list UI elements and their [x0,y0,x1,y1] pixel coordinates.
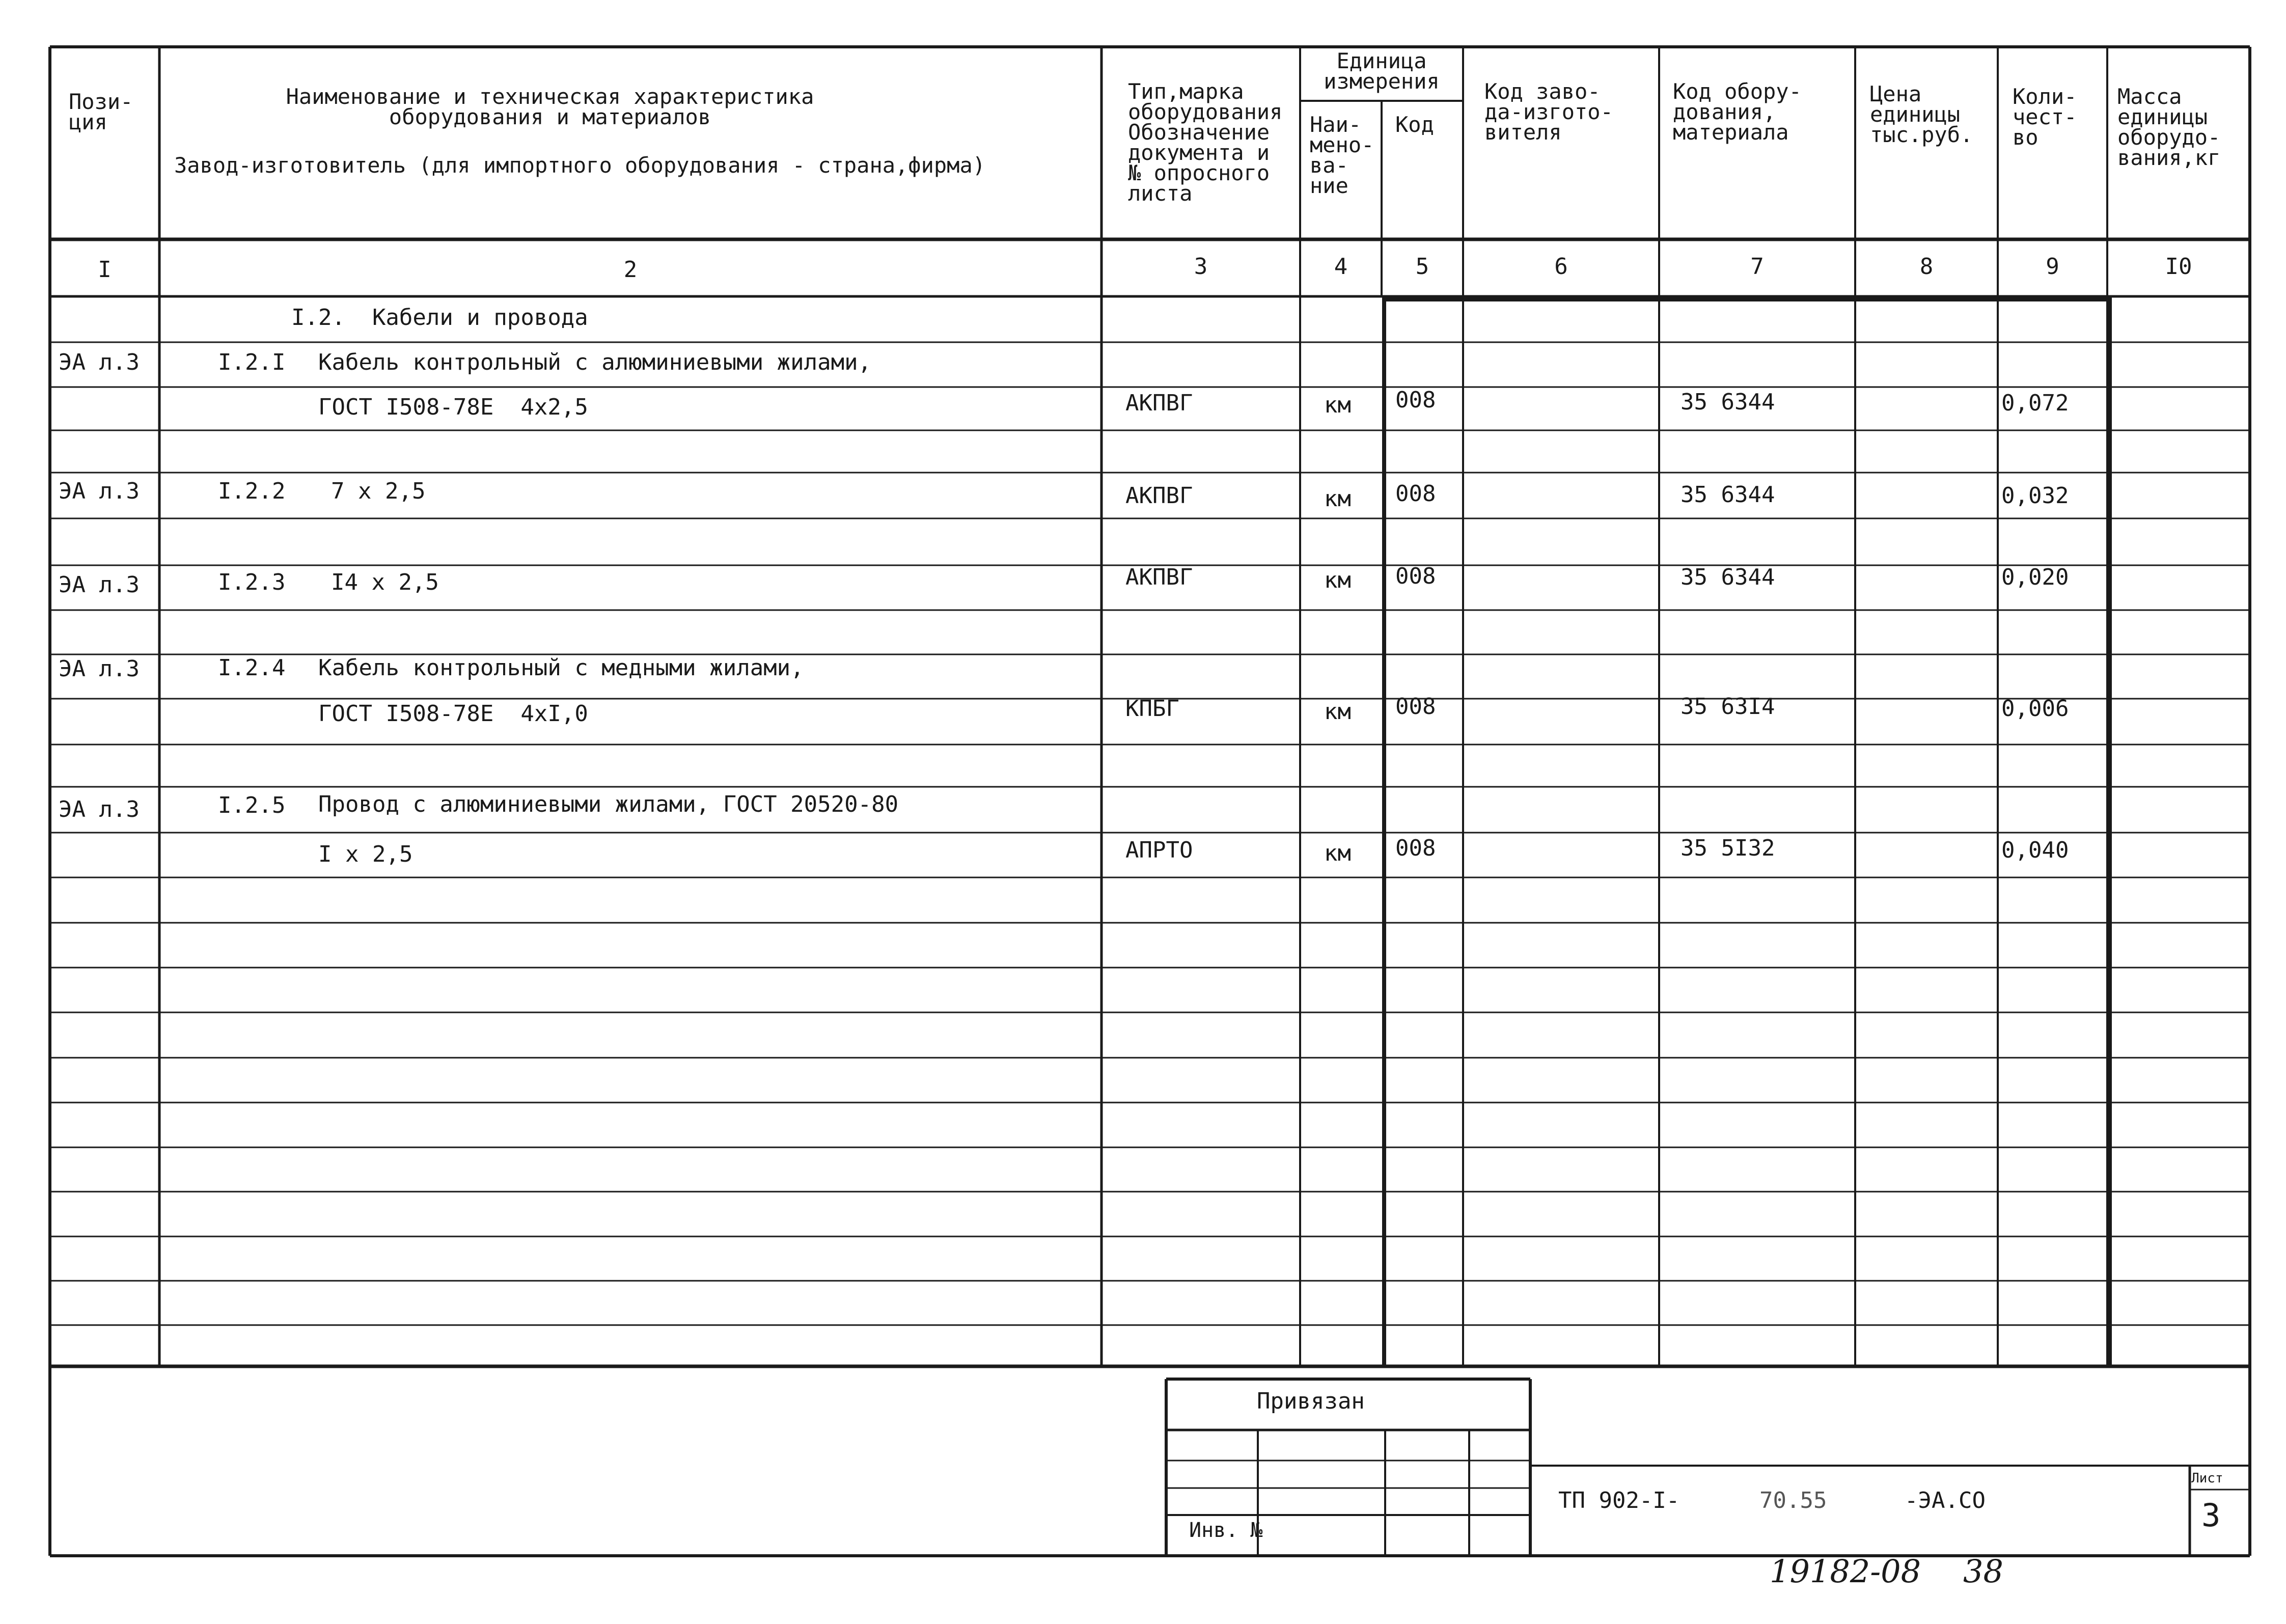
header-type: Тип,марка оборудования Обозначение документа и № опросного листа [1128,79,1283,206]
header-mass: Масса единицы оборудо- вания,кг [2117,84,2221,170]
header-unit-name: Наи- мено- ва- ние [1310,112,1374,198]
header-material-code: Код обору- дования, материала [1673,79,1802,145]
header-position: Пози- ция [69,89,133,134]
row-position: ЭА л.3 [59,349,140,375]
row-quantity: 0,006 [2001,696,2069,722]
row-code: 008 [1395,835,1436,861]
header-unit-code: Код [1395,112,1434,137]
row-number: I.2.3 [218,569,286,595]
handwritten-page: 38 [1963,1553,2003,1590]
row-name-continued: I х 2,5 [318,841,413,867]
handwritten-number: 19182-08 [1770,1553,1921,1590]
row-name: 7 х 2,5 [331,478,426,504]
sheet-label: Лист [2191,1471,2223,1486]
row-unit: км [1324,392,1351,418]
row-number: I.2.I [218,349,286,375]
row-material-code: 35 6344 [1681,482,1775,508]
colnum-3: 3 [1194,254,1208,280]
row-type: АПРТО [1125,837,1193,863]
row-type: КПБГ [1125,696,1179,722]
row-number: I.2.4 [218,655,286,681]
colnum-7: 7 [1750,254,1764,280]
row-position: ЭА л.3 [59,572,140,598]
row-quantity: 0,040 [2001,837,2069,863]
row-name: Кабель контрольный с медными жилами, [318,655,804,681]
row-type: АКПВГ [1125,390,1193,416]
header-name-sub: Завод-изготовитель (для импортного оборудования - страна,фирма) [174,153,986,178]
stamp-inv: Инв. № [1189,1519,1263,1542]
colnum-9: 9 [2046,254,2059,280]
colnum-6: 6 [1554,254,1568,280]
row-number: I.2.2 [218,478,286,504]
doc-number: 70.55 [1759,1488,1827,1513]
row-code: 008 [1395,481,1436,507]
colnum-8: 8 [1919,254,1934,280]
header-name-title: Наименование и техническая характеристика оборудования и материалов [286,84,814,129]
row-code: 008 [1395,563,1436,589]
row-code: 008 [1395,694,1436,720]
row-unit: км [1324,486,1351,512]
row-name-continued: ГОСТ I508-78Е 4хI,0 [318,701,588,727]
row-unit: км [1324,840,1351,866]
doc-code: ТП 902-I- [1558,1488,1680,1513]
doc-suffix: -ЭА.СО [1905,1488,1986,1513]
sheet-number: 3 [2201,1497,2221,1534]
colnum-5: 5 [1415,254,1429,280]
row-quantity: 0,072 [2001,390,2069,416]
row-quantity: 0,020 [2001,564,2069,590]
colnum-10: I0 [2165,254,2192,280]
header-quantity: Коли- чест- во [2013,84,2077,150]
colnum-4: 4 [1334,254,1348,280]
row-code: 008 [1395,387,1436,413]
colnum-1: I [98,257,112,283]
row-name-continued: ГОСТ I508-78Е 4х2,5 [318,394,588,420]
stamp-privyazan: Привязан [1257,1388,1365,1414]
row-material-code: 35 5I32 [1681,835,1775,861]
row-name: Кабель контрольный с алюминиевыми жилами, [318,349,872,375]
row-material-code: 35 6344 [1681,564,1775,590]
row-quantity: 0,032 [2001,483,2069,509]
row-name: Провод с алюминиевыми жилами, ГОСТ 20520-80 [318,791,899,817]
row-unit: км [1324,567,1351,593]
row-type: АКПВГ [1125,564,1193,590]
row-name: I4 х 2,5 [331,569,439,595]
row-material-code: 35 63I4 [1681,694,1775,720]
row-position: ЭА л.3 [59,796,140,822]
row-position: ЭА л.3 [59,478,140,504]
header-price: Цена единицы тыс.руб. [1870,81,1973,147]
row-type: АКПВГ [1125,483,1193,509]
row-number: I.2.5 [218,792,286,818]
row-position: ЭА л.3 [59,656,140,682]
header-unit-group: Единица измерения [1324,48,1440,94]
section-title: I.2. Кабели и провода [291,305,588,331]
colnum-2: 2 [623,257,638,283]
row-unit: км [1324,699,1351,725]
row-material-code: 35 6344 [1681,389,1775,415]
header-factory-code: Код заво- да-изгото- вителя [1484,79,1613,145]
